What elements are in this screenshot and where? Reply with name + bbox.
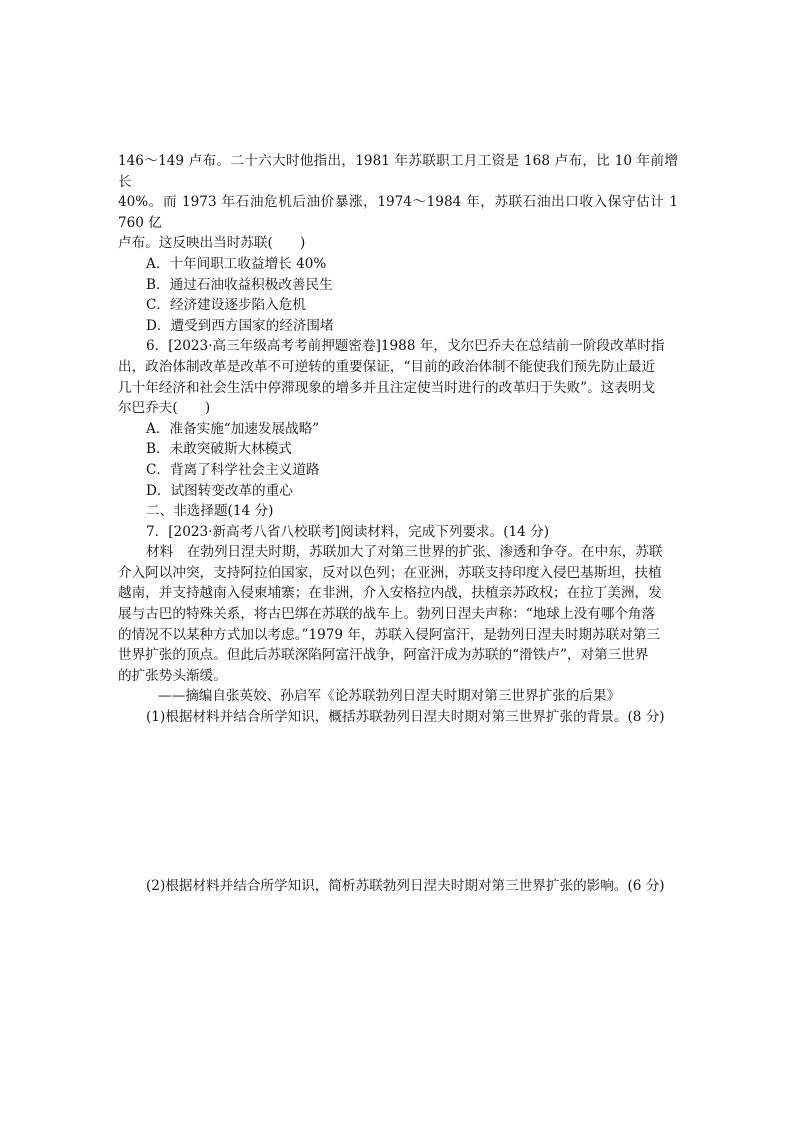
q7-material-line: 世界扩张的顶点。但此后苏联深陷阿富汗战争，阿富汗成为苏联的“滑铁卢”，对第三世界: [118, 647, 649, 664]
q6-option-a: A．准备实施“加速发展战略”: [146, 420, 320, 437]
q6-stem-line: 出，政治体制改革是改革不可逆转的重要保证，“目前的政治体制不能使我们预先防止最近: [118, 358, 656, 375]
q7-material-line: 的情况不以某种方式加以考虑。”1979 年，苏联入侵阿富汗，是勃列日涅夫时期苏联对第三: [118, 626, 661, 643]
sub-question-2: (2)根据材料并结合所学知识，简析苏联勃列日涅夫时期对第三世界扩张的影响。(6 分): [146, 877, 665, 894]
sub-question-1: (1)根据材料并结合所学知识，概括苏联勃列日涅夫时期对第三世界扩张的背景。(8 分): [146, 709, 665, 726]
question-7: [118, 522, 678, 897]
exam-page: [118, 151, 678, 896]
q6-stem-line: 几十年经济和社会生活中停滞现象的增多并且注定使当时进行的改革归于失败”。这表明戈: [118, 379, 656, 396]
q7-material-line: 展与古巴的特殊关系，将古巴绑在苏联的战车上。勃列日涅夫声称：“地球上没有哪个角落: [118, 606, 656, 623]
section-heading: 二、非选择题(14 分): [146, 503, 274, 520]
q5-option-a: A．十年间职工收益增长 40%: [146, 255, 327, 272]
q7-material-line: 的扩张势头渐缓。: [118, 667, 227, 684]
answer-space: [118, 728, 678, 876]
q5-option-b: B．通过石油收益积极改善民生: [146, 276, 333, 293]
question-6: [118, 336, 678, 501]
q5-option-d: D．遭受到西方国家的经济围堵: [146, 317, 334, 334]
q5-option-c: C．经济建设逐步陷入危机: [146, 297, 306, 314]
q5-stem-line: 卢布。这反映出当时苏联( ): [118, 235, 306, 252]
q7-stem: 7．[2023·新高考八省八校联考]阅读材料，完成下列要求。(14 分): [146, 523, 550, 540]
q6-option-b: B．未敢突破斯大林模式: [146, 441, 292, 458]
q6-option-d: D．试图转变改革的重心: [146, 482, 293, 499]
q7-material-line: [118, 542, 678, 563]
q7-material-line: 介入阿以冲突，支持阿拉伯国家，反对以色列；在亚洲，苏联支持印度入侵巴基斯坦，扶植: [118, 564, 662, 581]
q6-option-c: C．背离了科学社会主义道路: [146, 461, 320, 478]
q5-stem-line: 146～149 卢布。二十六大时他指出，1981 年苏联职工月工资是 168 卢布，比 10 年前增长: [118, 153, 678, 190]
material-text: 在勃列日涅夫时期，苏联加大了对第三世界的扩张、渗透和争夺。在中东，苏联: [186, 544, 663, 561]
material-source: ——摘编自张英姣、孙启军《论苏联勃列日涅夫时期对第三世界扩张的后果》: [158, 688, 621, 705]
q5-stem-line: 40%。而 1973 年石油危机后油价暴涨，1974～1984 年，苏联石油出口收入保守估计 1 760 亿: [118, 194, 678, 231]
q6-stem-line: 6．[2023·高三年级高考考前押题密卷]1988 年，戈尔巴乔夫在总结前一阶段改革时指: [146, 338, 665, 355]
q7-material-line: 越南，并支持越南入侵柬埔寨；在非洲，介入安格拉内战，扶植亲苏政权；在拉丁美洲，发: [118, 585, 662, 602]
q6-stem-line: 尔巴乔夫( ): [118, 400, 211, 417]
material-label: 材料: [146, 544, 174, 561]
question-5: [118, 151, 678, 336]
